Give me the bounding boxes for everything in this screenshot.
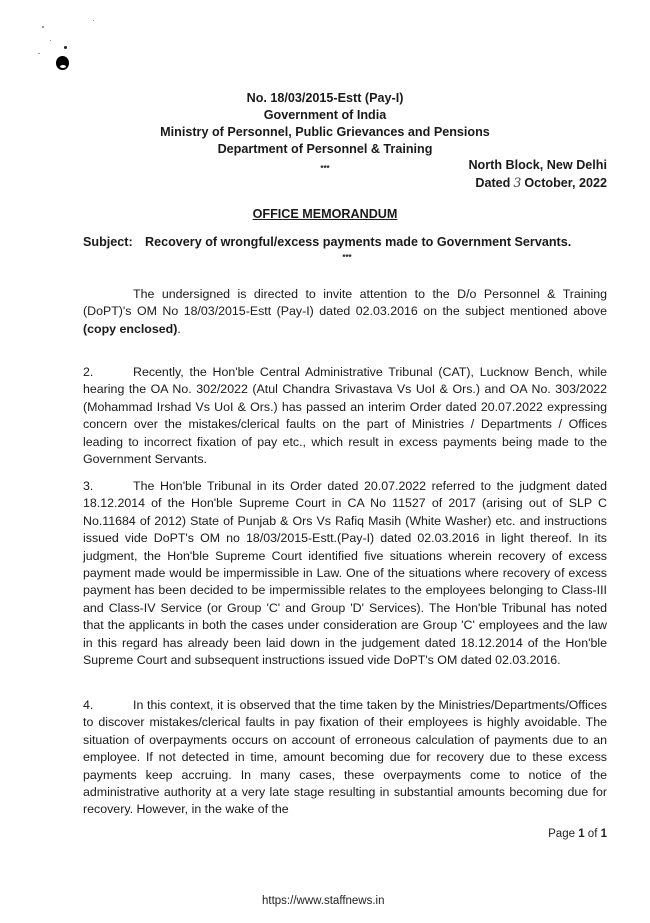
page-indicator: Page 1 of 1	[548, 828, 607, 840]
date-line	[475, 174, 607, 192]
paragraph-number: 4.	[83, 698, 94, 712]
date-rest: October, 2022	[524, 176, 607, 190]
subject-line	[83, 234, 613, 251]
paragraph-bold-tail: (copy enclosed)	[83, 321, 178, 336]
subject-label: Subject:	[83, 235, 133, 249]
place: North Block, New Delhi	[468, 158, 607, 172]
paragraph-3	[83, 478, 607, 669]
paragraph-1: The undersigned is directed to invite attention to the D/o Personnel & Training (DoPT)'s OM No 18/03/2015-Estt (Pay-I) dated 02.03.2016 on the subject mentioned above (copy enclosed).	[83, 287, 607, 336]
paragraph-text: The undersigned is directed to invite attention to the D/o Personnel & Training (DoPT)'s OM No 18/03/2015-Estt (Pay-I) dated 02.03.2016 on the subject mentioned above	[83, 287, 607, 319]
title-text: OFFICE MEMORANDUM	[252, 207, 398, 221]
paragraph-number: 2.	[83, 365, 94, 379]
paragraph-number: 3.	[83, 479, 94, 493]
scan-speck	[64, 46, 67, 49]
scan-speck	[42, 26, 44, 28]
header-separator: ***	[320, 164, 330, 173]
paragraph-text: The Hon'ble Tribunal in its Order dated 20.07.2022 referred to the judgment dated 18.12.2014 of the Hon'ble Supreme Court in CA No 11527 of 2017 (arising out of SLP C No.11684 of 2012) State of Punjab & Ors Vs Rafiq Masih (White Washer) etc. and instructions issued vide DoPT's OM no 18/03/2015-Estt.(Pay-I) dated 02.03.2016 in light thereof. In its judgment, the Hon'ble Supreme Court identified five situations wherein recovery of excess payment made would be impermissible in Law. One of the situations where recovery of excess payment has been decided to be impermissible relates to the employees belonging to Class-III and Class-IV Service (or Group 'C' and Group 'D' Services). The Hon'ble Tribunal has noted that the applicants in both the cases under consideration are Group 'C' employees and the law in this regard has already been laid down in the judgement dated 18.12.2014 of the Hon'ble Supreme Court and subsequent instructions issued vide DoPT's OM dated 02.03.2016.	[83, 479, 607, 668]
paragraph-4	[83, 697, 607, 819]
ministry-name: Ministry of Personnel, Public Grievances and Pensions	[160, 125, 490, 139]
paragraph-text: Recently, the Hon'ble Central Administrative Tribunal (CAT), Lucknow Bench, while hearing the OA No. 302/2022 (Atul Chandra Srivastava Vs UoI & Ors.) and OA No. 303/2022 (Mohammad Irshad Vs UoI & Ors.) has passed an interim Order dated 20.07.2022 expressing concern over the mistakes/clerical faults on the part of Ministries / Departments / Offices leading to incorrect fixation of pay etc., which result in excess payments being made to the Government Servants.	[83, 365, 607, 467]
department-name: Department of Personnel & Training	[217, 142, 433, 156]
scan-speck	[93, 20, 94, 21]
total-pages: 1	[600, 828, 607, 840]
file-number: No. 18/03/2015-Estt (Pay-I)	[246, 91, 404, 105]
paragraph-text: In this context, it is observed that the time taken by the Ministries/Departments/Offices to discover mistakes/clerical faults in pay fixation of their employees is highly avoidable. The situation of overpayments occurs on account of erroneous calculation of payments due to an employee. If not detected in time, amount becoming due for recovery due to these excess payments keep accruing. In many cases, these overpayments come to notice of the administrative authority at a very late stage resulting in substantial amounts becoming due for recovery. However, in the wake of the	[83, 698, 607, 817]
punch-hole-mark	[56, 56, 69, 70]
subject-separator: ***	[342, 253, 352, 262]
subject-text: Recovery of wrongful/excess payments made to Government Servants.	[145, 235, 572, 249]
document-title	[0, 206, 650, 223]
dated-label: Dated	[475, 176, 511, 190]
handwritten-day: 3	[513, 175, 522, 190]
source-url[interactable]: https://www.staffnews.in	[262, 895, 385, 907]
government-name: Government of India	[263, 108, 387, 122]
scan-speck	[38, 53, 40, 54]
scan-speck	[50, 40, 51, 41]
paragraph-2	[83, 364, 607, 468]
current-page: 1	[578, 828, 585, 840]
